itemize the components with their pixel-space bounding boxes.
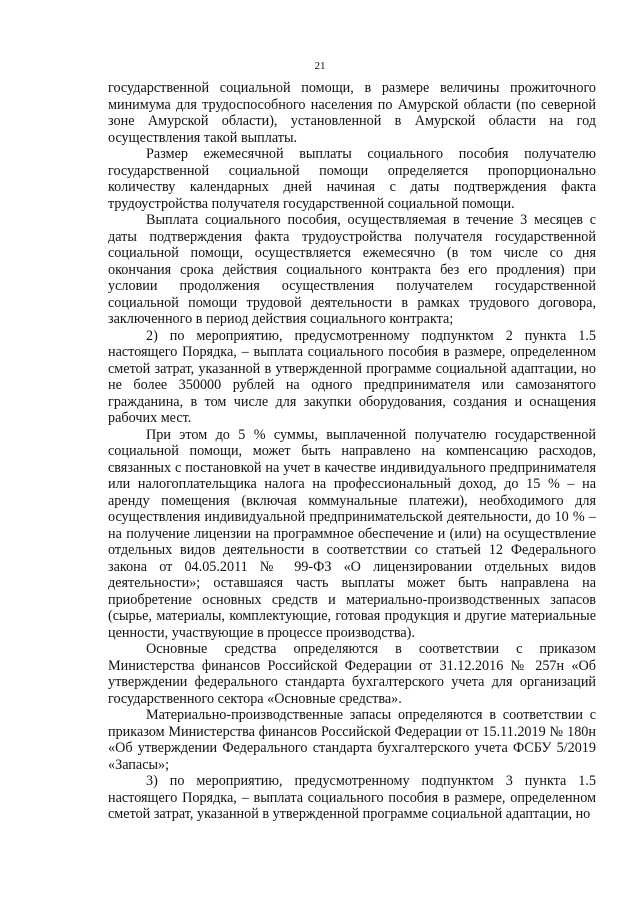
paragraph: Основные средства определяются в соответствии с приказом Министерства финансов Российской Федерации от 31.12.2016 № 257н «Об утверждении федерального стандарта бухгалтерского учета для организаций государственного сектора «Основные средства». bbox=[108, 641, 596, 707]
paragraph: государственной социальной помощи, в размере величины прожиточного минимума для трудоспособного населения по Амурской области (по северной зоне Амурской области), установленной в Амурской области на год осуществления такой выплаты. bbox=[108, 80, 596, 146]
document-body bbox=[108, 80, 596, 823]
page-number: 21 bbox=[314, 60, 326, 72]
paragraph: 3) по мероприятию, предусмотренному подпунктом 3 пункта 1.5 настоящего Порядка, – выплата социального пособия в размере, определенном сметой затрат, указанной в утвержденной программе социальной адаптации, но bbox=[108, 773, 596, 822]
paragraph: Выплата социального пособия, осуществляемая в течение 3 месяцев с даты подтверждения факта трудоустройства получателя государственной социальной помощи, осуществляется ежемесячно (в том числе со дня окончания срока действия социального контракта без его продления) при условии продолжения осуществления получателем государственной социальной помощи трудовой деятельности в рамках трудового договора, заключенного в период действия социального контракта; bbox=[108, 212, 596, 327]
paragraph: Размер ежемесячной выплаты социального пособия получателю государственной социальной помощи определяется пропорционально количеству календарных дней начиная с даты подтверждения факта трудоустройства получателя государственной социальной помощи. bbox=[108, 146, 596, 212]
paragraph: Материально-производственные запасы определяются в соответствии с приказом Министерства финансов Российской Федерации от 15.11.2019 № 180н «Об утверждении Федерального стандарта бухгалтерского учета ФСБУ 5/2019 «Запасы»; bbox=[108, 707, 596, 773]
paragraph: 2) по мероприятию, предусмотренному подпунктом 2 пункта 1.5 настоящего Порядка, – выплата социального пособия в размере, определенном сметой затрат, указанной в утвержденной программе социальной адаптации, но не более 350000 рублей на одного предпринимателя или самозанятого гражданина, в том числе для закупки оборудования, создания и оснащения рабочих мест. bbox=[108, 327, 596, 426]
paragraph: При этом до 5 % суммы, выплаченной получателю государственной социальной помощи, может быть направлено на компенсацию расходов, связанных с постановкой на учет в качестве индивидуального предпринимателя или налогоплательщика налога на профессиональный доход, до 15 % – на аренду помещения (включая коммунальные платежи), необходимого для осуществления индивидуальной предпринимательской деятельности, до 10 % – на получение лицензии на программное обеспечение и (или) на осуществление отдельных видов деятельности в соответствии со статьей 12 Федерального закона от 04.05.2011 № 99-ФЗ «О лицензировании отдельных видов деятельности»; оставшаяся часть выплаты может быть направлена на приобретение основных средств и материально-производственных запасов (сырье, материалы, комплектующие, готовая продукция и другие материальные ценности, участвующие в процессе производства). bbox=[108, 426, 596, 641]
